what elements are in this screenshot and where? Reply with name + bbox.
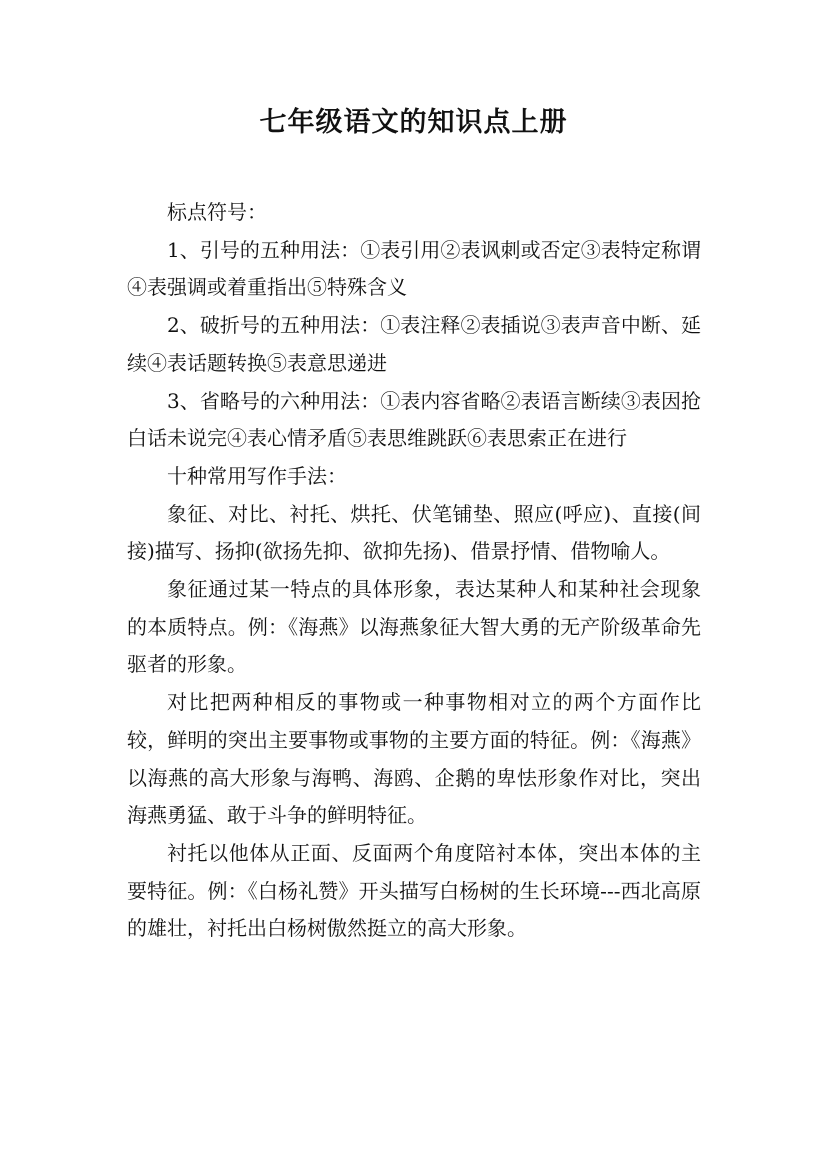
paragraph-ellipsis: 3、省略号的六种用法：①表内容省略②表语言断续③表因抢白话未说完④表心情矛盾⑤表思维跳跃⑥表思索正在进行 <box>127 388 701 451</box>
paragraph-dash: 2、破折号的五种用法：①表注释②表插说③表声音中断、延续④表话题转换⑤表意思递进 <box>127 313 701 375</box>
paragraph-quotation-marks: 1、引号的五种用法：①表引用②表讽刺或否定③表特定称谓④表强调或着重指出⑤特殊含义 <box>127 237 701 300</box>
paragraph-foil: 衬托以他体从正面、反面两个角度陪衬本体，突出本体的主要特征。例：《白杨礼赞》开头描写白杨树的生长环境---西北高原的雄壮，衬托出白杨树傲然挺立的高大形象。 <box>127 840 701 941</box>
paragraph-contrast: 对比把两种相反的事物或一种事物相对立的两个方面作比较，鲜明的突出主要事物或事物的主要方面的特征。例：《海燕》以海燕的高大形象与海鸭、海鸥、企鹅的卑怯形象作对比，突出海燕勇猛、敢于斗争的鲜明特征。 <box>127 690 701 828</box>
paragraph-symbolism: 象征通过某一特点的具体形象，表达某种人和某种社会现象的本质特点。例：《海燕》以海燕象征大智大勇的无产阶级革命先驱者的形象。 <box>127 577 701 677</box>
paragraph-punctuation-heading: 标点符号： <box>167 200 267 224</box>
document-body <box>127 194 701 948</box>
document-title: 七年级语文的知识点上册 <box>259 107 568 138</box>
paragraph-writing-techniques-heading: 十种常用写作手法： <box>167 463 347 488</box>
paragraph-techniques-list: 象征、对比、衬托、烘托、伏笔铺垫、照应(呼应)、直接(间接)描写、扬抑(欲扬先抑、欲抑先扬)、借景抒情、借物喻人。 <box>127 501 701 564</box>
